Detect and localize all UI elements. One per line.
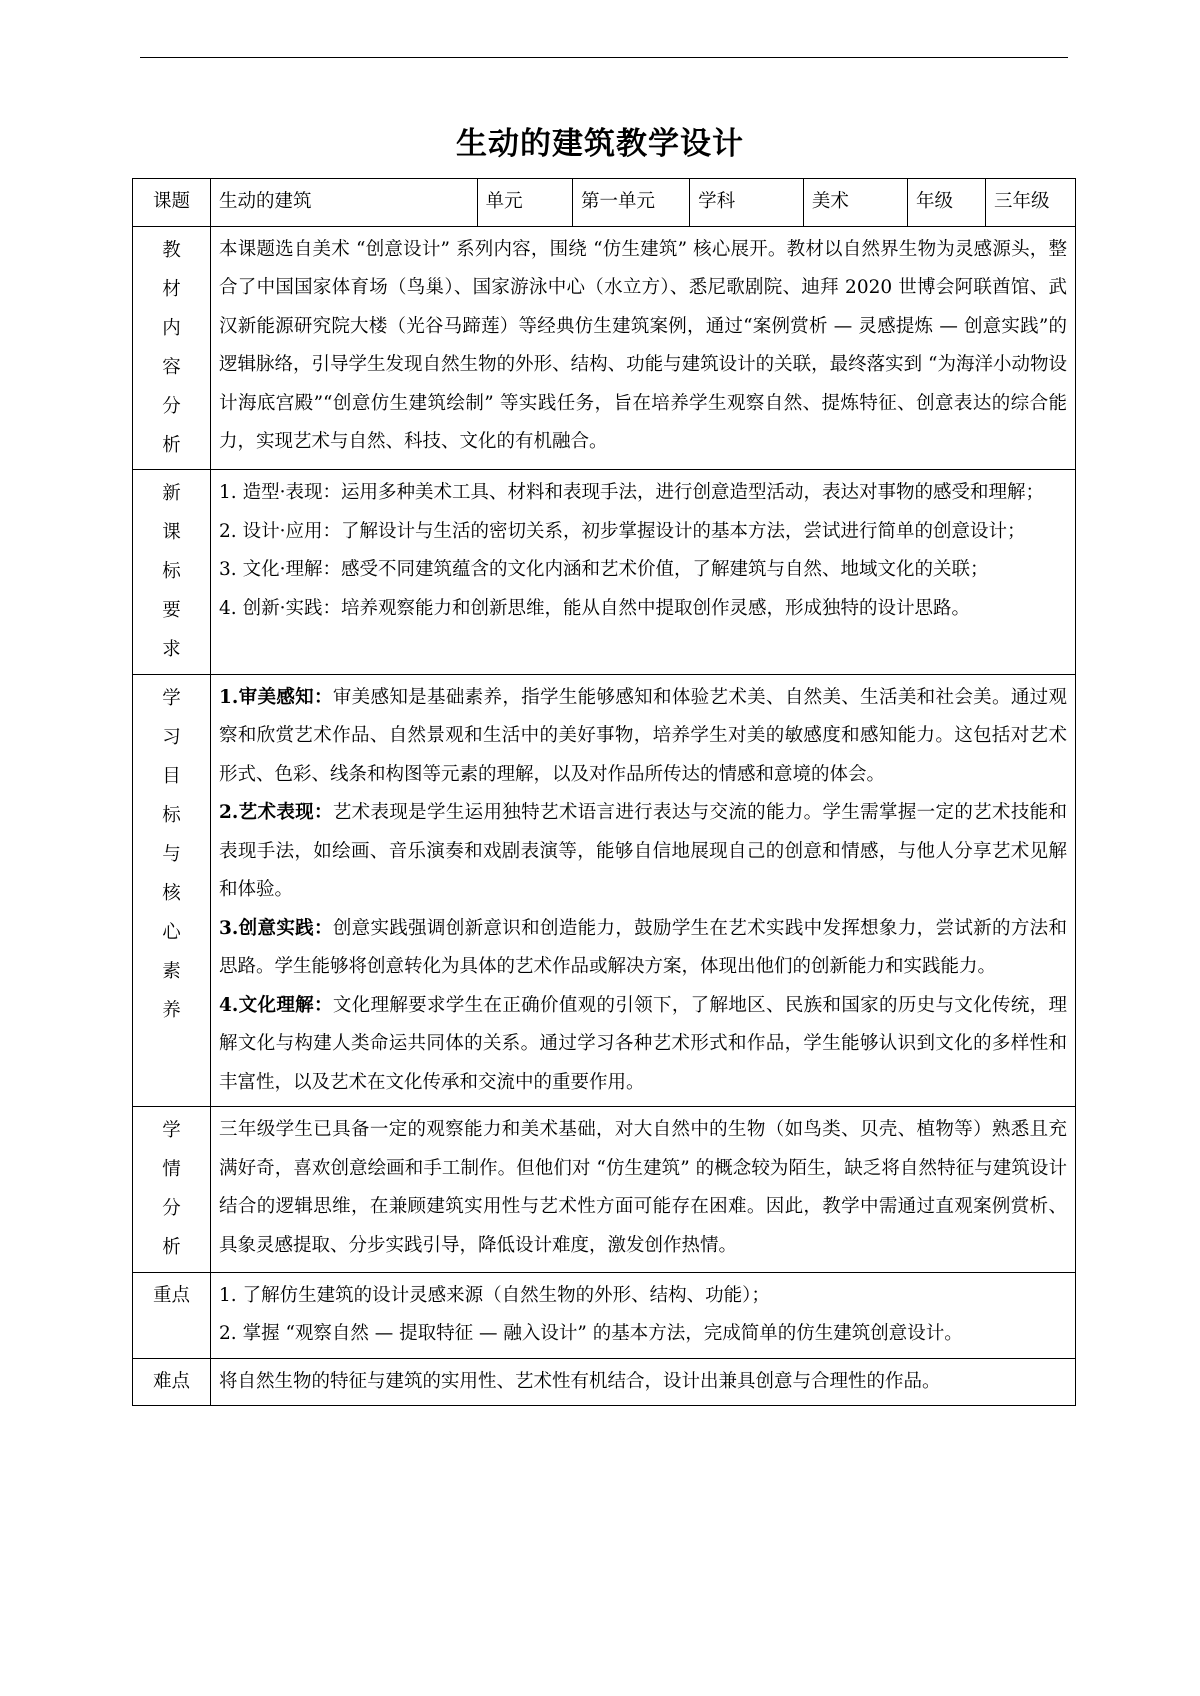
- goal-item: 4.文化理解：文化理解要求学生在正确价值观的引领下，了解地区、民族和国家的历史与文化传统，理解文化与构建人类命运共同体的关系。通过学习各种艺术形式和作品，学生能够认识到文化的多样性和丰富性，以及艺术在文化传承和交流中的重要作用。: [219, 994, 1067, 1093]
- content-analysis-label: 教材内容分析: [133, 226, 211, 470]
- subject-value: 美术: [803, 179, 907, 227]
- standard-item: 3. 文化·理解：感受不同建筑蕴含的文化内涵和艺术价值，了解建筑与自然、地域文化的关联；: [219, 559, 989, 580]
- key-point-item: 2. 掌握 “观察自然 — 提取特征 — 融入设计” 的基本方法，完成简单的仿生建筑创意设计。: [219, 1323, 963, 1344]
- standards-row: [133, 470, 1076, 675]
- document-title: 生动的建筑教学设计: [456, 126, 744, 162]
- standards-label: 新课标要求: [133, 470, 211, 675]
- topic-value: 生动的建筑: [211, 179, 478, 227]
- difficulty-row: [133, 1358, 1076, 1406]
- unit-value: 第一单元: [573, 179, 690, 227]
- goal-item: 1.审美感知：审美感知是基础素养，指学生能够感知和体验艺术美、自然美、生活美和社会美。通过观察和欣赏艺术作品、自然景观和生活中的美好事物，培养学生对美的敏感度和感知能力。这包括对艺术形式、色彩、线条和构图等元素的理解，以及对作品所传达的情感和意境的体会。: [219, 686, 1067, 785]
- standard-item: 4. 创新·实践：培养观察能力和创新思维，能从自然中提取创作灵感，形成独特的设计思路。: [219, 597, 970, 619]
- difficulty-label: 难点: [133, 1358, 211, 1406]
- standards-text: [211, 470, 1076, 675]
- lesson-plan-table: [132, 178, 1076, 1406]
- goal-item: 3.创意实践：创意实践强调创新意识和创造能力，鼓励学生在艺术实践中发挥想象力，尝试新的方法和思路。学生能够将创意转化为具体的艺术作品或解决方案，体现出他们的创新能力和实践能力。: [219, 917, 1067, 977]
- standard-item: 1. 造型·表现：运用多种美术工具、材料和表现手法，进行创意造型活动，表达对事物的感受和理解；: [219, 482, 1044, 503]
- header-rule: [140, 57, 1068, 58]
- key-points-row: [133, 1272, 1076, 1358]
- topic-label: 课题: [133, 179, 211, 227]
- key-points-label: 重点: [133, 1272, 211, 1358]
- learner-analysis-row: [133, 1107, 1076, 1273]
- subject-label: 学科: [690, 179, 804, 227]
- goals-row: [133, 674, 1076, 1107]
- goal-item: 2.艺术表现：艺术表现是学生运用独特艺术语言进行表达与交流的能力。学生需掌握一定的艺术技能和表现手法，如绘画、音乐演奏和戏剧表演等，能够自信地展现自己的创意和情感，与他人分享艺术见解和体验。: [219, 802, 1067, 900]
- unit-label: 单元: [477, 179, 572, 227]
- grade-value: 三年级: [985, 179, 1075, 227]
- learner-analysis-label: 学情分析: [133, 1107, 211, 1273]
- standard-item: 2. 设计·应用：了解设计与生活的密切关系，初步掌握设计的基本方法，尝试进行简单的创意设计；: [219, 520, 1026, 542]
- difficulty-text: 将自然生物的特征与建筑的实用性、艺术性有机结合，设计出兼具创意与合理性的作品。: [211, 1358, 1076, 1406]
- goals-label: 学习目标与核心素养: [133, 674, 211, 1107]
- key-point-item: 1. 了解仿生建筑的设计灵感来源（自然生物的外形、结构、功能）；: [219, 1284, 770, 1306]
- content-analysis-row: [133, 226, 1076, 470]
- goals-text: [211, 674, 1076, 1107]
- header-row: [133, 179, 1076, 227]
- key-points-text: [211, 1272, 1076, 1358]
- grade-label: 年级: [907, 179, 985, 227]
- content-analysis-text: 本课题选自美术 “创意设计” 系列内容，围绕 “仿生建筑” 核心展开。教材以自然界生物为灵感源头，整合了中国国家体育场（鸟巢）、国家游泳中心（水立方）、悉尼歌剧院、迪拜 2020 世博会阿联酋馆、武汉新能源研究院大楼（光谷马蹄莲）等经典仿生建筑案例，通过“案例赏析 — 灵感提炼 — 创意实践”的逻辑脉络，引导学生发现自然生物的外形、结构、功能与建筑设计的关联，最终落实到 “为海洋小动物设计海底宫殿”“创意仿生建筑绘制” 等实践任务，旨在培养学生观察自然、提炼特征、创意表达的综合能力，实现艺术与自然、科技、文化的有机融合。: [211, 226, 1076, 470]
- learner-analysis-text: 三年级学生已具备一定的观察能力和美术基础，对大自然中的生物（如鸟类、贝壳、植物等）熟悉且充满好奇，喜欢创意绘画和手工制作。但他们对 “仿生建筑” 的概念较为陌生，缺乏将自然特征与建筑设计结合的逻辑思维，在兼顾建筑实用性与艺术性方面可能存在困难。因此，教学中需通过直观案例赏析、具象灵感提取、分步实践引导，降低设计难度，激发创作热情。: [211, 1107, 1076, 1273]
